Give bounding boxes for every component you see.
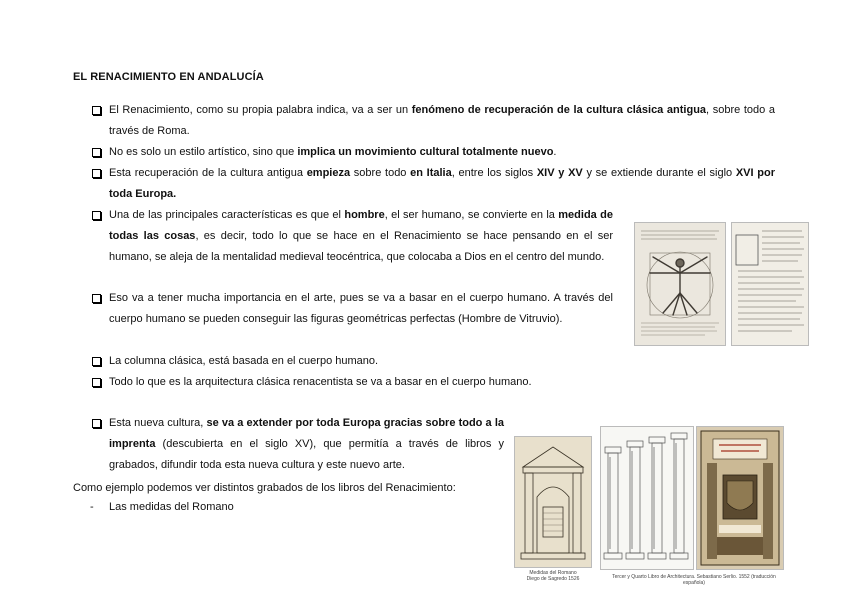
bullet-text xyxy=(109,376,532,388)
text-segment: (descubierta en el siglo XV), que permitía a través de libros y grabados, difundir toda esta nueva cultura y este nuevo arte. xyxy=(109,438,504,471)
bullet-item xyxy=(109,413,504,476)
manuscript-page-image xyxy=(731,222,809,346)
vitruvian-man-image xyxy=(634,222,726,346)
bullet-item xyxy=(109,142,775,163)
bold-text: XIV y XV xyxy=(536,167,583,179)
bold-text: hombre xyxy=(344,209,385,221)
text-segment: sobre todo xyxy=(350,167,411,179)
bullet-item xyxy=(109,100,775,142)
checkbox-bullet-icon xyxy=(92,294,101,303)
bullet-item xyxy=(109,351,613,372)
checkbox-bullet-icon xyxy=(92,378,101,387)
text-segment: , el ser humano, se convierte en la xyxy=(384,209,559,221)
bold-text: en Italia xyxy=(410,167,452,179)
dash-item: Las medidas del Romano xyxy=(109,501,234,513)
checkbox-bullet-icon xyxy=(92,419,101,428)
checkbox-bullet-icon xyxy=(92,106,101,115)
bullet-text xyxy=(109,209,613,263)
text-segment: , es decir, todo lo que se hace en el Renacimiento se hace pensando en el ser humano, se aleja de la mentalidad medieval teocéntrica, que colocaba a Dios en el centro del mundo. xyxy=(109,230,613,263)
bullet-text xyxy=(109,104,775,137)
text-segment: El Renacimiento, como su propia palabra indica, va a ser un xyxy=(109,104,412,116)
text-segment: , sobre todo a través de Roma. xyxy=(109,104,775,137)
checkbox-bullet-icon xyxy=(92,169,101,178)
columns-engraving-image xyxy=(600,426,694,570)
bullet-text xyxy=(109,292,613,325)
text-segment: Esta recuperación de la cultura antigua xyxy=(109,167,307,179)
caption-serlio: Tercer y Quarto Libro de Architectura. Sebastiano Serlio. 1552 (traducción española) xyxy=(612,574,776,586)
text-segment: La columna clásica, está basada en el cuerpo humano. xyxy=(109,355,379,367)
bold-text: empieza xyxy=(306,167,351,179)
text-segment: Todo lo que es la arquitectura clásica renacentista se va a basar en el cuerpo humano. xyxy=(109,376,532,388)
text-segment: Esta nueva cultura, xyxy=(109,417,207,429)
sagredo-engraving-image xyxy=(514,436,592,568)
bold-text: fenómeno de recuperación de la cultura clásica antigua xyxy=(411,104,707,116)
bullet-text xyxy=(109,146,556,158)
serlio-title-page-image xyxy=(696,426,784,570)
bullet-item xyxy=(109,205,613,268)
bold-text: implica un movimiento cultural totalmente nuevo xyxy=(297,146,554,158)
text-segment: No es solo un estilo artístico, sino que xyxy=(109,146,298,158)
bold-text: se va a extender por toda Europa gracias sobre todo a la imprenta xyxy=(109,417,504,450)
checkbox-bullet-icon xyxy=(92,211,101,220)
text-segment: Una de las principales características es que el xyxy=(109,209,345,221)
text-segment: . xyxy=(553,146,557,158)
text-segment: y se extiende durante el siglo xyxy=(582,167,736,179)
bullet-text xyxy=(109,355,378,367)
page-title: EL RENACIMIENTO EN ANDALUCÍA xyxy=(73,71,264,83)
dash-bullet: - xyxy=(90,501,94,513)
text-segment: , entre los siglos xyxy=(451,167,537,179)
bullet-item xyxy=(109,163,775,205)
checkbox-bullet-icon xyxy=(92,148,101,157)
bullet-text xyxy=(109,167,775,200)
caption-sagredo: Medidas del Romano Diego de Sagredo 1526 xyxy=(526,570,580,582)
checkbox-bullet-icon xyxy=(92,357,101,366)
bold-text: XVI por toda Europa. xyxy=(109,167,775,200)
text-segment: Eso va a tener mucha importancia en el arte, pues se va a basar en el cuerpo humano. A través del cuerpo humano se pueden conseguir las figuras geométricas perfectas (Hombre de Vitruvio). xyxy=(109,292,613,325)
bold-text: medida de todas las cosas xyxy=(109,209,613,242)
bullet-item xyxy=(109,372,709,393)
bullet-item xyxy=(109,288,613,330)
bullet-text xyxy=(109,417,504,471)
example-text: Como ejemplo podemos ver distintos grabados de los libros del Renacimiento: xyxy=(73,482,456,494)
